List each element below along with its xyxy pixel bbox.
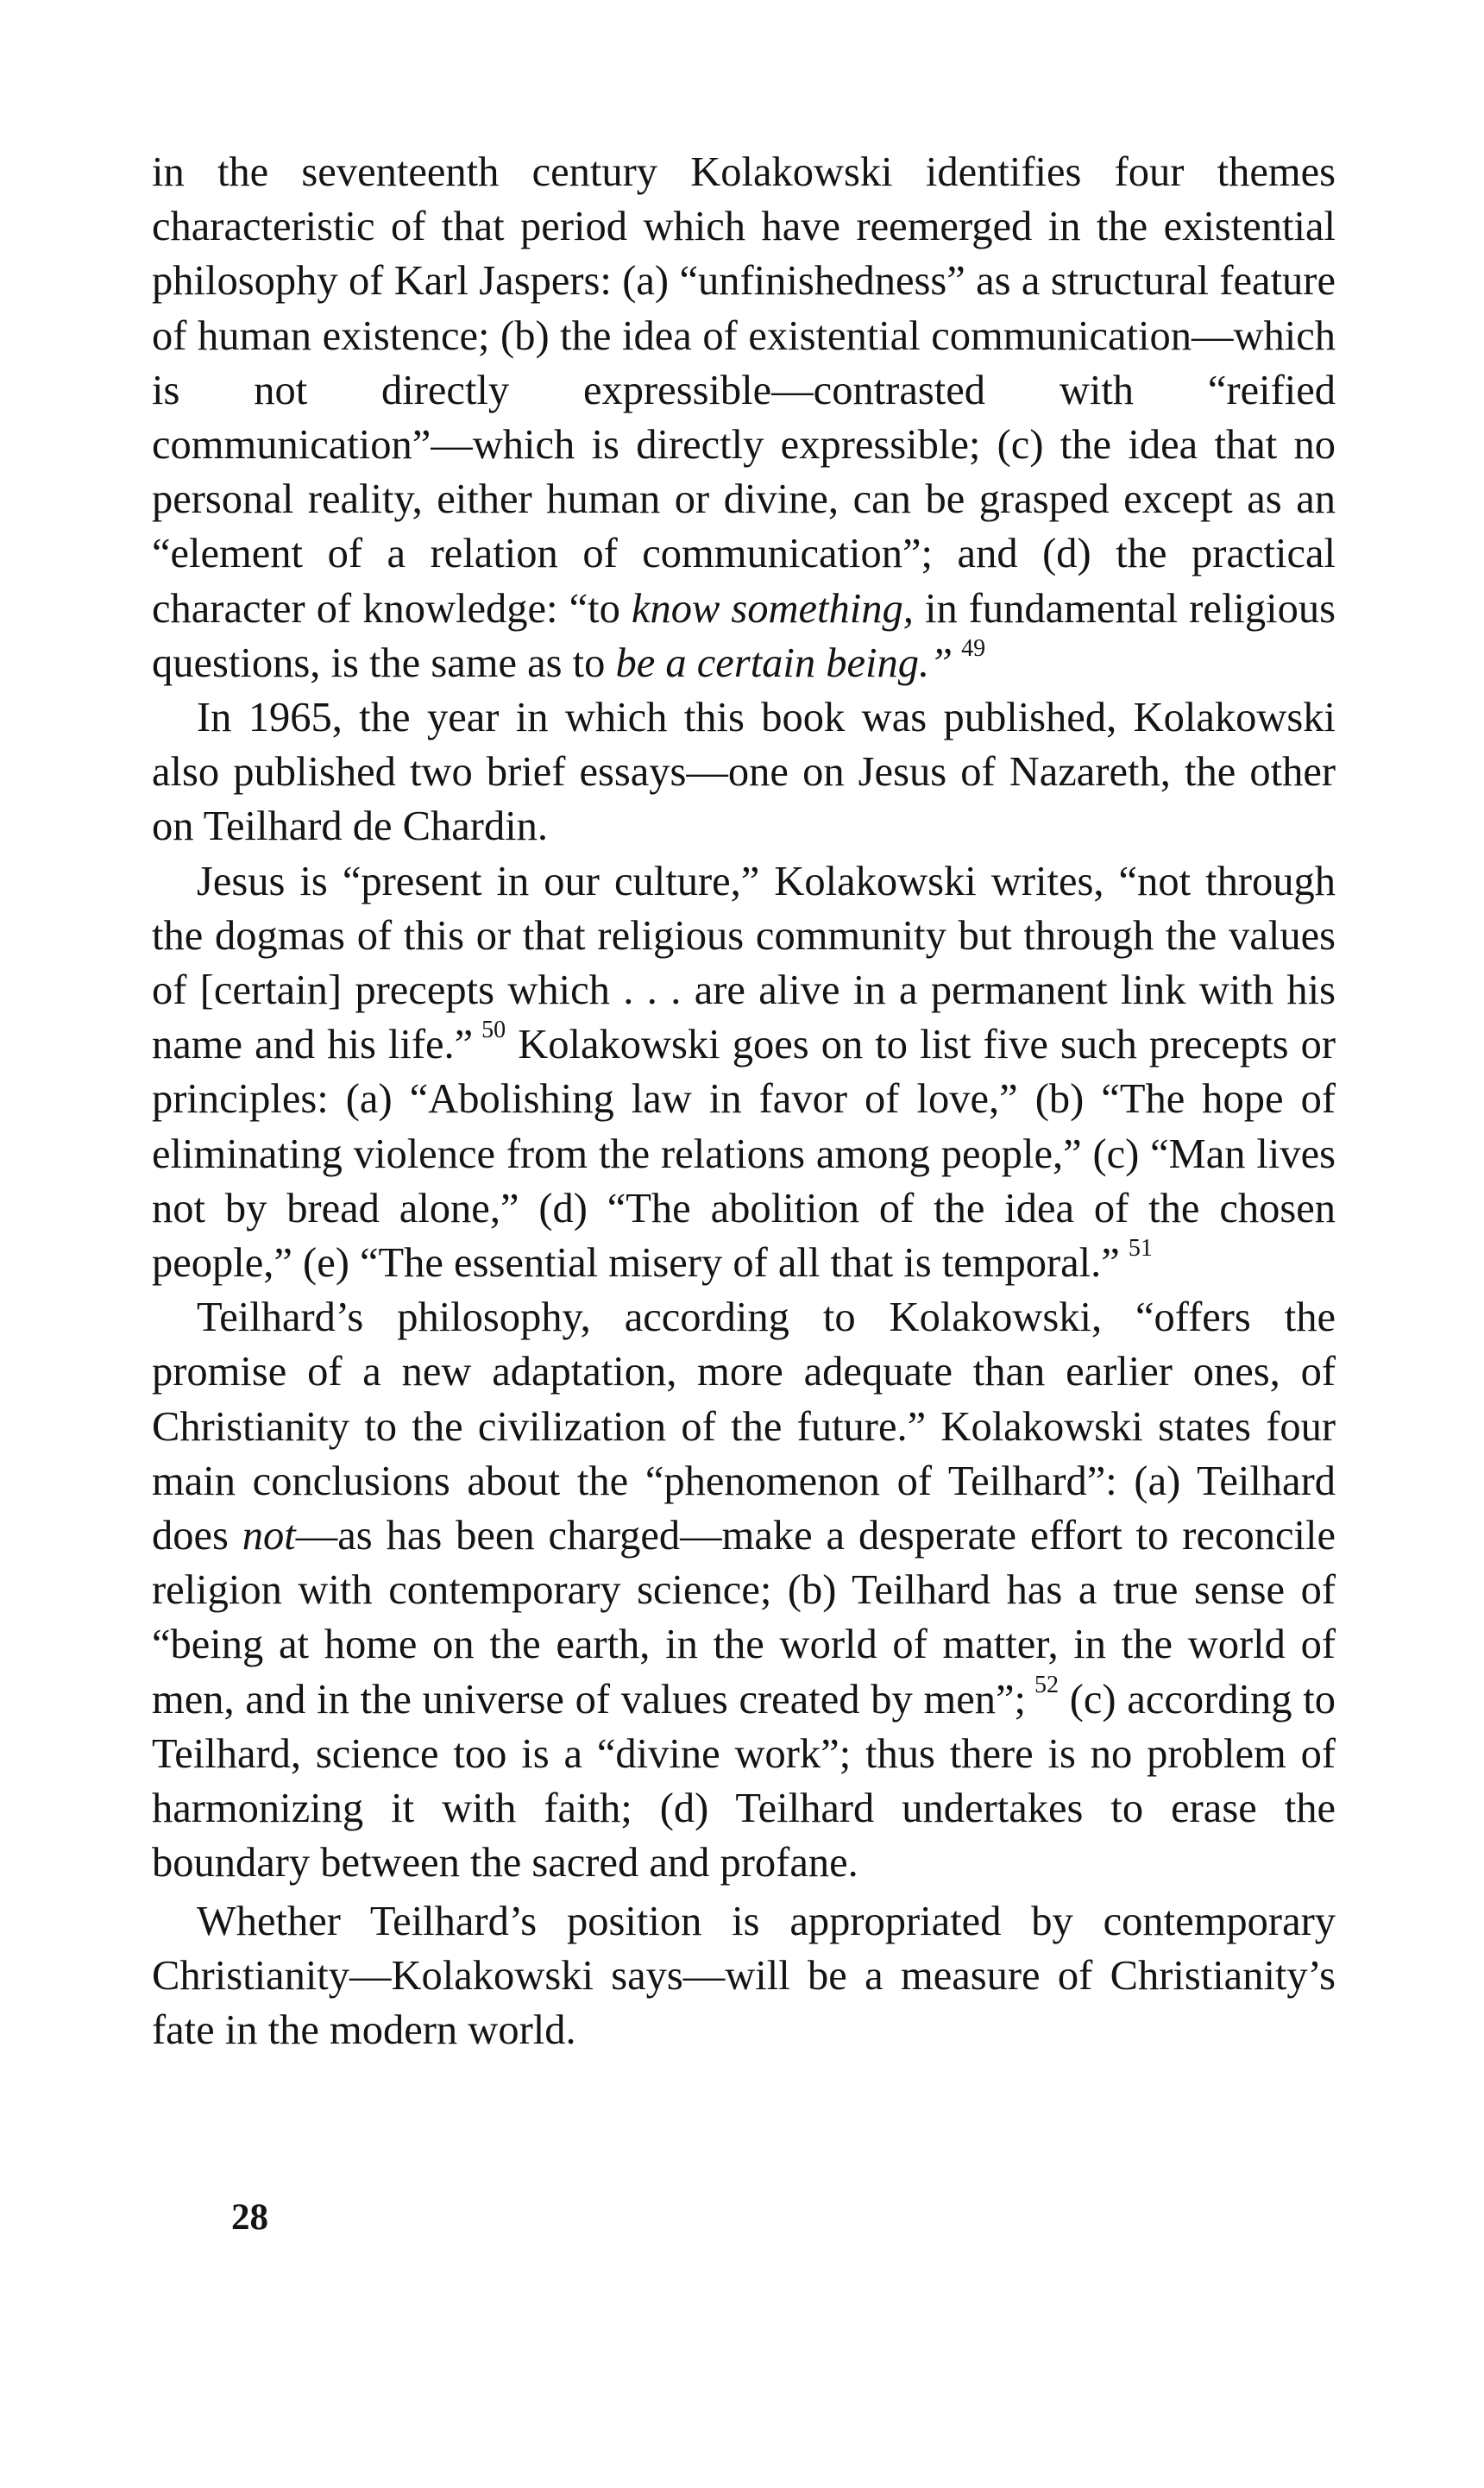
paragraph-jesus [152, 854, 1336, 1291]
paragraph-text: In 1965, the year in which this book was published, Kolakowski also published two brief essays—one on Jesus of Nazareth, the other on Teilhard de Chardin. [152, 695, 1336, 850]
body-text [152, 145, 1336, 2057]
page-number: 28 [231, 2197, 268, 2238]
footnote-marker: 50 [481, 1017, 506, 1044]
paragraph-1965-essays [152, 690, 1336, 854]
italic-phrase: be a certain being.” [615, 639, 953, 686]
paragraph-text: (c) according to Teilhard, science too is a “divine work”; thus there is no problem of harmonizing it with faith; (d) Teilhard undertakes to erase the boundary between the sacred and profane. [152, 1676, 1336, 1886]
footnote-marker: 52 [1034, 1671, 1059, 1698]
footnote-marker: 49 [961, 635, 986, 663]
paragraph-text: Teilhard’s philosophy, according to Kolakowski, “offers the promise of a new adaptation, more adequate than earlier ones, of Christianity to the civilization of the future.” Kolakowski states four main conclusions about the “phenomenon of Teilhard”: (a) Teilhard does [152, 1294, 1336, 1559]
paragraph-text: in fundamental religious questions, is the same as to [152, 585, 1336, 686]
paragraph-text: Kolakowski goes on to list five such precepts or principles: (a) “Abolishing law in favor of love,” (b) “The hope of eliminating violence from the relations among people,” (c) “Man lives not by bread alone,” (d) “The abolition of the idea of the chosen people,” (e) “The essential misery of all that is temporal.” [152, 1022, 1336, 1287]
paragraph-christianity-fate [152, 1894, 1336, 2058]
italic-phrase: know something, [631, 585, 914, 632]
paragraph-text: Whether Teilhard’s position is appropriated by contemporary Christianity—Kolakowski says—will be a measure of Christianity’s fate in the modern world. [152, 1898, 1336, 2053]
paragraph-jaspers-themes [152, 145, 1336, 690]
italic-word: not [242, 1513, 296, 1559]
paragraph-teilhard [152, 1290, 1336, 1890]
footnote-marker: 51 [1128, 1235, 1153, 1263]
paragraph-text: Jesus is “present in our culture,” Kolakowski writes, “not through the dogmas of this or that religious community but through the values of [certain] precepts which . . . are alive in a permanent link with his name and his life.” [152, 858, 1336, 1068]
paragraph-text: —as has been charged—make a desperate effort to reconcile religion with contemporary science; (b) Teilhard has a true sense of “being at home on the earth, in the world of matter, in the world of men, and in the universe of values created by men”; [152, 1513, 1336, 1723]
paragraph-text: in the seventeenth century Kolakowski identifies four themes characteristic of that period which have reemerged in the existential philosophy of Karl Jaspers: (a) “unfinishedness” as a structural feature of human existence; (b) the idea of existential communication—which is not directly expressible—contrasted with “reified communication”—which is directly expressible; (c) the idea that no personal reality, either human or divine, can be grasped except as an “element of a relation of communication”; and (d) the practical character of knowledge: “to [152, 149, 1336, 632]
